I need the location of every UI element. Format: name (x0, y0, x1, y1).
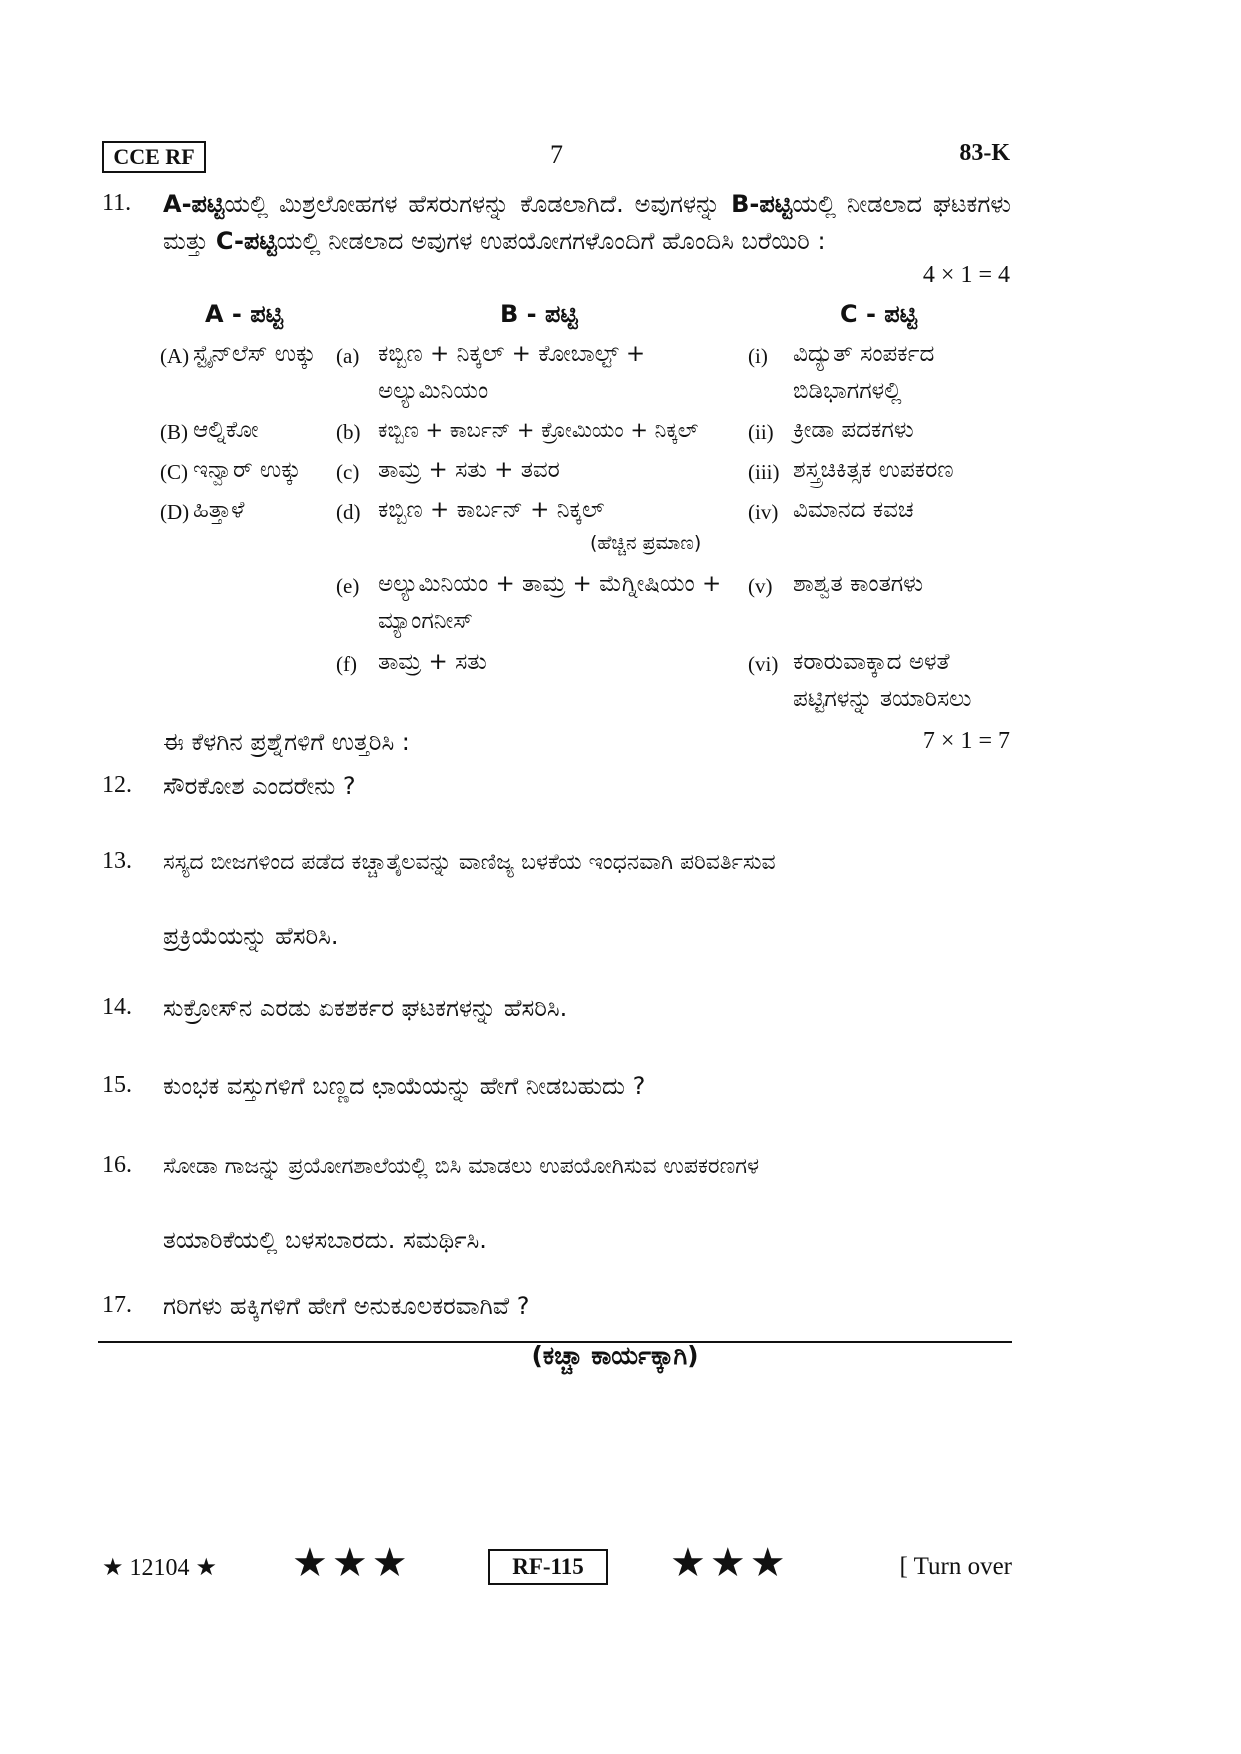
c-item: ಶಾಶ್ವತ ಕಾಂತಗಳು (793, 571, 924, 597)
c-item: ಕ್ರೀಡಾ ಪದಕಗಳು (793, 417, 914, 443)
question-16-text-cont: ತಯಾರಿಕೆಯಲ್ಲಿ ಬಳಸಬಾರದು. ಸಮರ್ಥಿಸಿ. (163, 1226, 487, 1254)
paper-code: 83-K (959, 140, 1010, 166)
question-number-13: 13. (102, 848, 132, 874)
b-label: (b) (336, 420, 361, 444)
b-label: (c) (336, 460, 360, 484)
a-item: ಇನ್ವಾರ್ ಉಕ್ಕು (193, 457, 302, 483)
q11-text-3: ಯಲ್ಲಿ ನೀಡಲಾದ ಅವುಗಳ ಉಪಯೋಗಗಳೊಂದಿಗೆ ಹೊಂದಿಸಿ ಬರೆಯಿರಿ : (276, 227, 826, 255)
star-icon-group-right: ★★★ (670, 1540, 790, 1586)
b-label: (f) (336, 652, 357, 676)
c-item: ವಿದ್ಯುತ್ ಸಂಪರ್ಕದ ಬಿಡಿಭಾಗಗಳಲ್ಲಿ (793, 341, 935, 404)
footer-serial: ★ 12104 ★ (102, 1555, 218, 1581)
question-14-text: ಸುಕ್ರೋಸ್‌ನ ಎರಡು ಏಕಶರ್ಕರ ಘಟಕಗಳನ್ನು ಹೆಸರಿಸಿ. (163, 994, 568, 1022)
question-15-text: ಕುಂಭಕ ವಸ್ತುಗಳಿಗೆ ಬಣ್ಣದ ಛಾಯೆಯನ್ನು ಹೇಗೆ ನೀಡಬಹುದು ? (163, 1072, 646, 1100)
b-item: ಕಬ್ಬಿಣ + ಕಾರ್ಬನ್ + ಕ್ರೋಮಿಯಂ + ನಿಕ್ಕಲ್ (378, 418, 699, 442)
question-12-text: ಸೌರಕೋಶ ಎಂದರೇನು ? (163, 772, 356, 800)
q11-text-2: ಯಲ್ಲಿ ನೀಡಲಾದ ಘಟಕಗಳು ಮತ್ತು (163, 190, 1011, 255)
column-head-b: B - ಪಟ್ಟಿ (500, 300, 578, 328)
b-item: ಅಲ್ಯುಮಿನಿಯಂ + ತಾಮ್ರ + ಮೆಗ್ನೀಷಿಯಂ + ಮ್ಯಾಂಗನೀಸ್ (378, 571, 722, 634)
q11-list-c: C-ಪಟ್ಟಿ (215, 227, 277, 255)
question-number-16: 16. (102, 1152, 132, 1178)
question-11-text (163, 186, 1011, 260)
q11-marks: 4 × 1 = 4 (922, 262, 1010, 288)
a-item: ಆಲ್ನಿಕೋ (193, 417, 259, 443)
page-number: 7 (550, 140, 563, 169)
b-item-note: (ಹೆಚ್ಚಿನ ಪ್ರಮಾಣ) (590, 532, 702, 554)
b-label: (a) (336, 344, 360, 368)
b-label: (d) (336, 500, 361, 524)
c-label: (i) (748, 344, 768, 368)
series-box: CCE RF (102, 141, 206, 173)
a-item: ಹಿತ್ತಾಳೆ (193, 497, 245, 523)
b-item: ತಾಮ್ರ + ಸತು + ತವರ (378, 457, 560, 483)
question-number-12: 12. (102, 772, 132, 798)
q11-list-b: B-ಪಟ್ಟಿ (731, 190, 793, 218)
c-label: (iv) (748, 500, 779, 524)
turn-over-text: [ Turn over (899, 1553, 1012, 1580)
question-13-text: ಸಸ್ಯದ ಬೀಜಗಳಿಂದ ಪಡೆದ ಕಚ್ಚಾತೈಲವನ್ನು ವಾಣಿಜ್ಯ ಬಳಕೆಯ ಇಂಧನವಾಗಿ ಪರಿವರ್ತಿಸುವ (163, 850, 776, 875)
column-head-a: A - ಪಟ್ಟಿ (205, 300, 284, 328)
c-label: (v) (748, 574, 773, 598)
section-marks: 7 × 1 = 7 (922, 728, 1010, 754)
c-item: ಕರಾರುವಾಕ್ಕಾದ ಅಳತೆ ಪಟ್ಟಿಗಳನ್ನು ತಯಾರಿಸಲು (793, 649, 972, 712)
question-17-text: ಗರಿಗಳು ಹಕ್ಕಿಗಳಿಗೆ ಹೇಗೆ ಅನುಕೂಲಕರವಾಗಿವೆ ? (163, 1292, 530, 1320)
question-16-text: ಸೋಡಾ ಗಾಜನ್ನು ಪ್ರಯೋಗಶಾಲೆಯಲ್ಲಿ ಬಿಸಿ ಮಾಡಲು ಉಪಯೋಗಿಸುವ ಉಪಕರಣಗಳ (163, 1154, 760, 1179)
section-instruction: ಈ ಕೆಳಗಿನ ಪ್ರಶ್ನೆಗಳಿಗೆ ಉತ್ತರಿಸಿ : (163, 728, 410, 756)
question-number-17: 17. (102, 1292, 132, 1318)
a-label: (B) (160, 420, 188, 444)
b-item: ತಾಮ್ರ + ಸತು (378, 649, 487, 675)
c-item: ವಿಮಾನದ ಕವಚ (793, 497, 914, 523)
rf-code-box: RF-115 (488, 1549, 608, 1585)
question-13-text-cont: ಪ್ರಕ್ರಿಯೆಯನ್ನು ಹೆಸರಿಸಿ. (163, 922, 339, 950)
question-number-11: 11. (102, 190, 132, 216)
q11-list-a: A-ಪಟ್ಟಿ (163, 190, 225, 218)
c-label: (ii) (748, 420, 774, 444)
column-head-c: C - ಪಟ್ಟಿ (840, 300, 918, 328)
b-item: ಕಬ್ಬಿಣ + ಕಾರ್ಬನ್ + ನಿಕ್ಕಲ್ (378, 497, 605, 523)
c-item: ಶಸ್ತ್ರಚಿಕಿತ್ಸಕ ಉಪಕರಣ (793, 457, 954, 483)
a-label: (D) (160, 500, 190, 524)
a-item: ಸ್ಟೈನ್‌ಲೆಸ್ ಉಕ್ಕು (193, 341, 316, 367)
a-label: (A) (160, 344, 190, 368)
question-number-14: 14. (102, 994, 132, 1020)
star-icon-group-left: ★★★ (292, 1540, 412, 1586)
b-label: (e) (336, 574, 360, 598)
c-label: (vi) (748, 652, 779, 676)
b-item: ಕಬ್ಬಿಣ + ನಿಕ್ಕಲ್ + ಕೋಬಾಲ್ಟ್ + ಅಲ್ಯುಮಿನಿಯಂ (378, 341, 646, 404)
a-label: (C) (160, 460, 188, 484)
question-number-15: 15. (102, 1072, 132, 1098)
q11-text-1: ಯಲ್ಲಿ ಮಿಶ್ರಲೋಹಗಳ ಹೆಸರುಗಳನ್ನು ಕೊಡಲಾಗಿದೆ. ಅವುಗಳನ್ನು (224, 190, 732, 218)
c-label: (iii) (748, 460, 780, 484)
rough-work-label: (ಕಚ್ಚಾ ಕಾರ್ಯಕ್ಕಾಗಿ) (531, 1341, 699, 1370)
